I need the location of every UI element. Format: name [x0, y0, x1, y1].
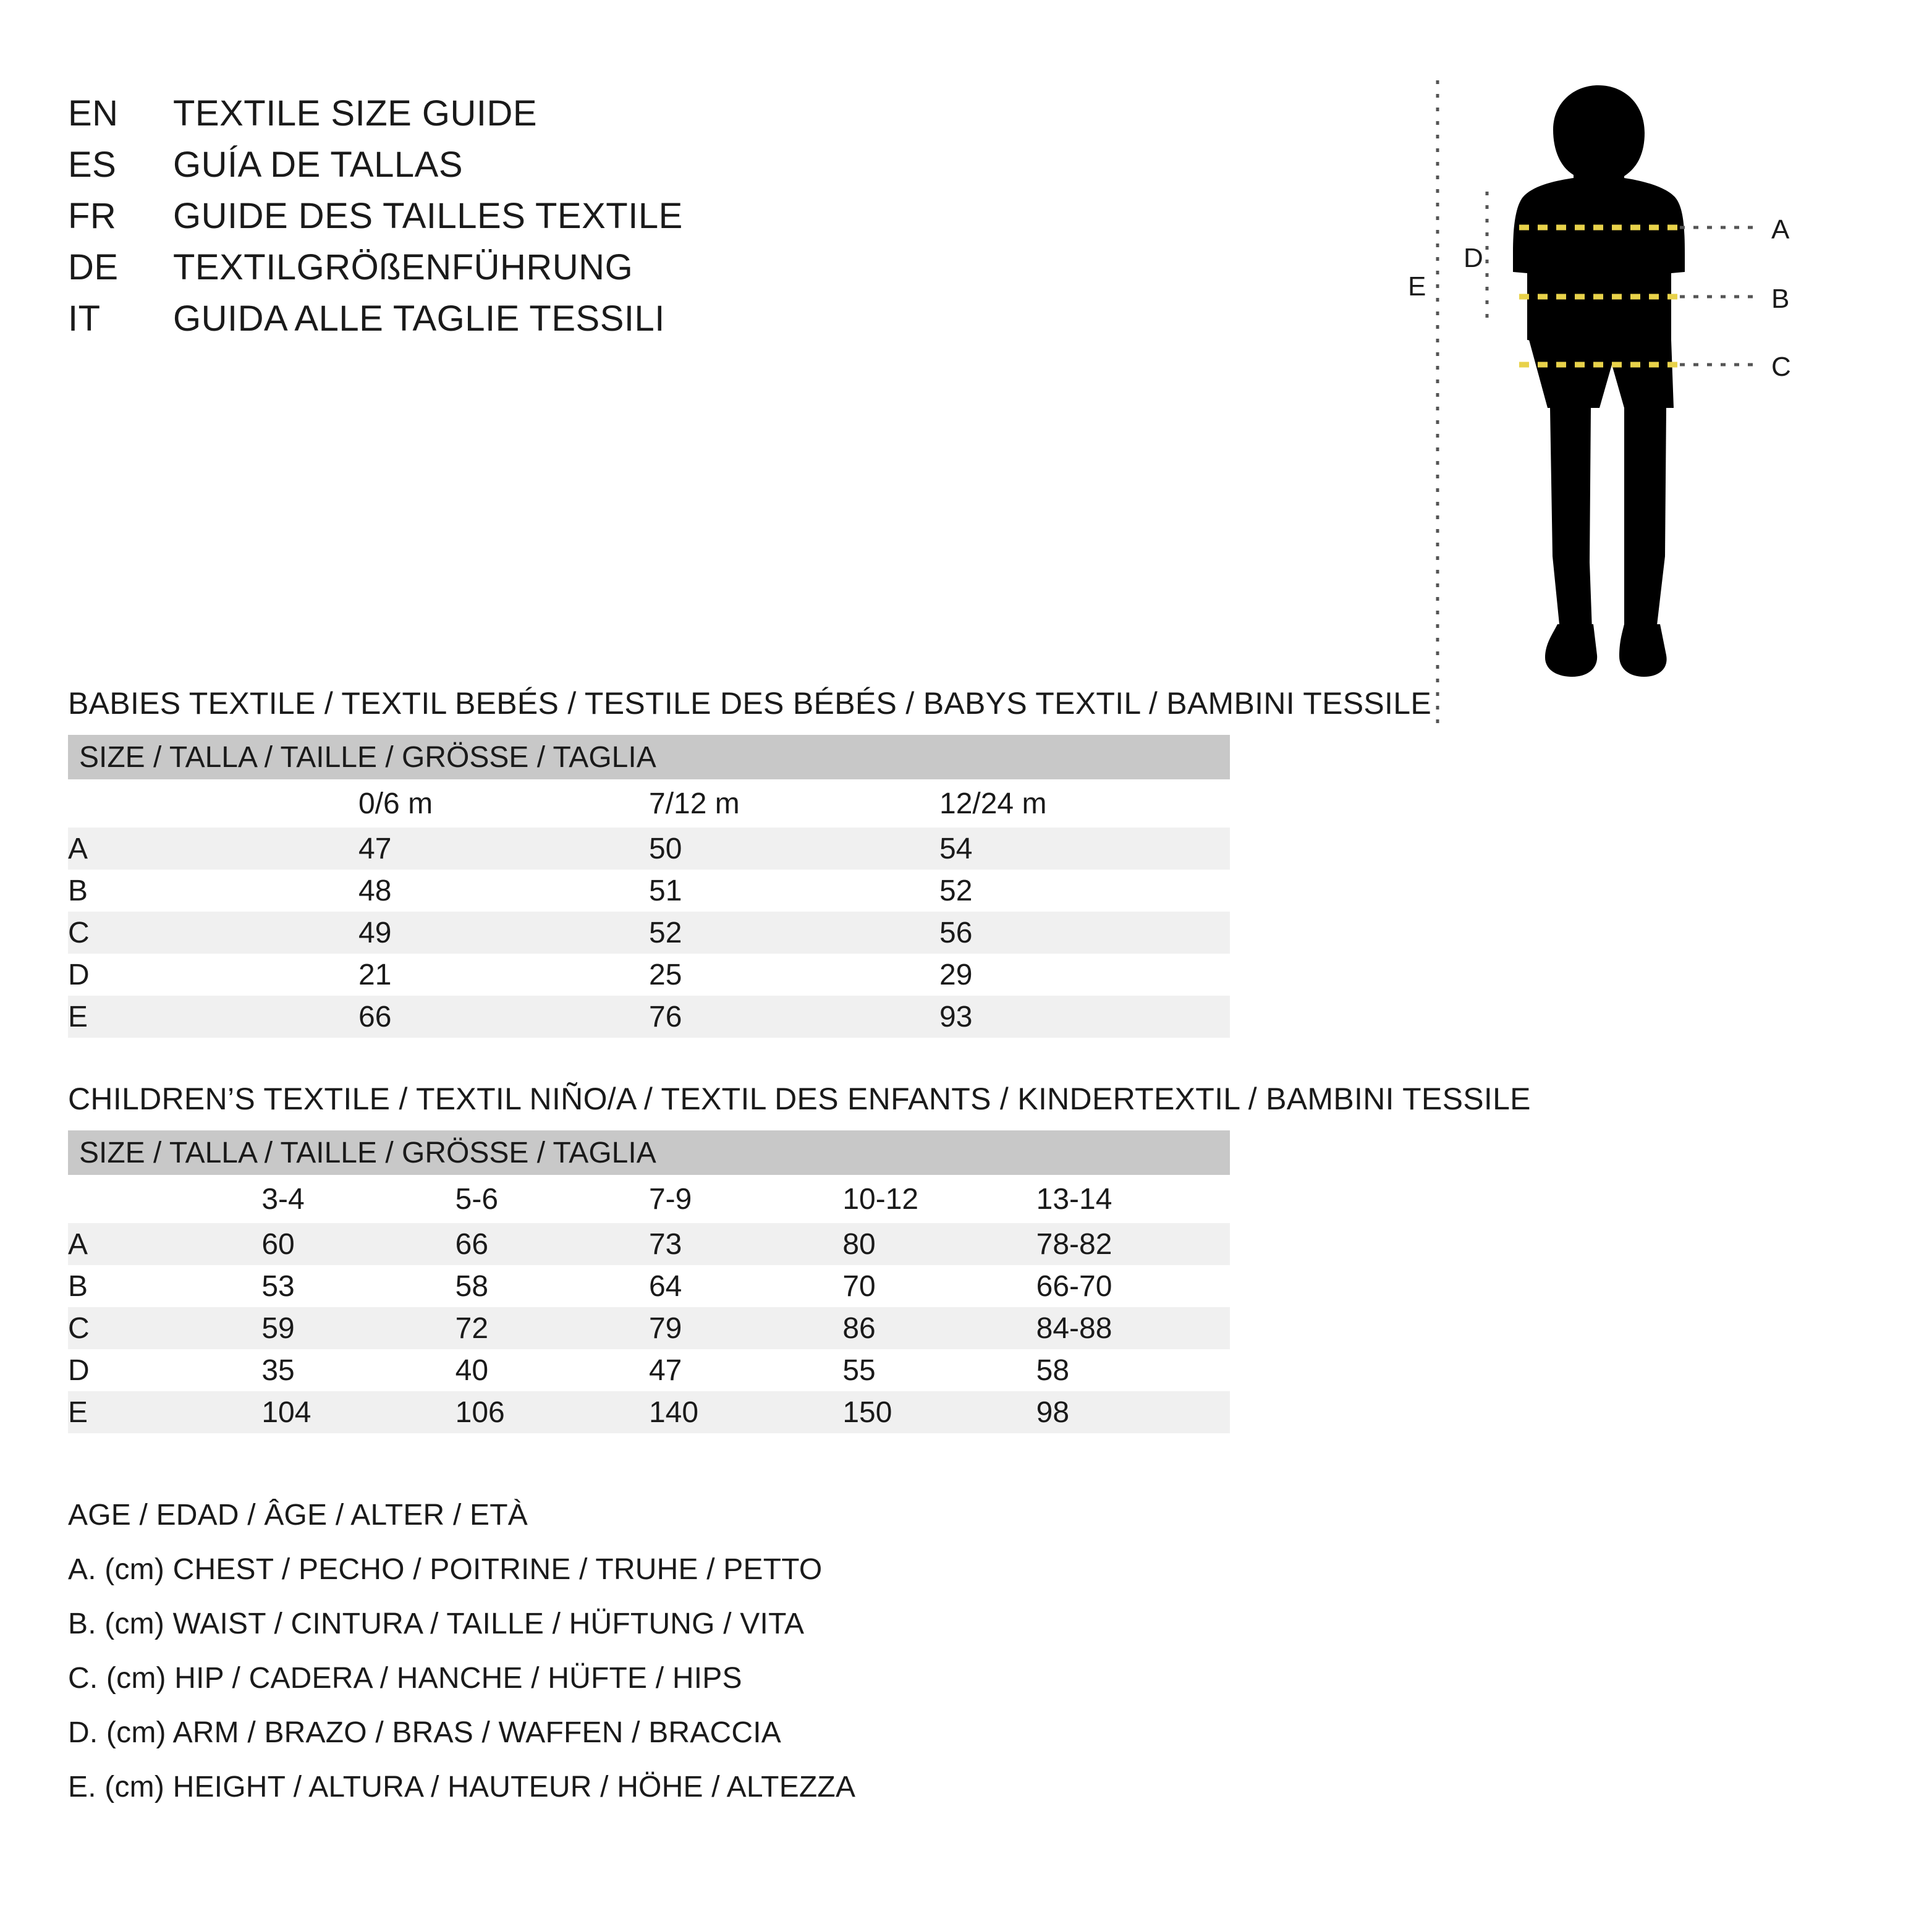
- language-code-de: DE: [68, 247, 119, 287]
- babies-row-label-d: D: [68, 954, 358, 996]
- babies-d-2: 29: [939, 954, 1230, 996]
- language-text-fr: GUIDE DES TAILLES TEXTILE: [173, 196, 683, 236]
- children-column-1: 5-6: [455, 1175, 649, 1223]
- babies-b-2: 52: [939, 870, 1230, 912]
- babies-column-0: 0/6 m: [358, 779, 649, 828]
- babies-b-1: 51: [649, 870, 939, 912]
- children-section: [68, 1081, 1858, 1433]
- children-e-0: 104: [261, 1391, 455, 1433]
- language-code-it: IT: [68, 299, 101, 339]
- table-row: [68, 954, 1230, 996]
- babies-column-header-row: [68, 779, 1230, 828]
- label-d: D: [1464, 243, 1483, 273]
- babies-table-header: SIZE / TALLA / TAILLE / GRÖSSE / TAGLIA: [68, 735, 1230, 779]
- children-d-1: 40: [455, 1349, 649, 1391]
- babies-row-label-b: B: [68, 870, 358, 912]
- children-a-2: 73: [649, 1223, 842, 1265]
- babies-c-2: 56: [939, 912, 1230, 954]
- table-row: [68, 828, 1230, 870]
- children-corner-cell: [68, 1175, 261, 1223]
- children-e-3: 150: [842, 1391, 1036, 1433]
- children-row-label-e: E: [68, 1391, 261, 1433]
- babies-e-2: 93: [939, 996, 1230, 1038]
- language-text-it: GUIDA ALLE TAGLIE TESSILI: [173, 299, 665, 339]
- babies-table: [68, 735, 1230, 1038]
- legend-item-d: D. (cm) ARM / BRAZO / BRAS / WAFFEN / BRACCIA: [68, 1716, 781, 1749]
- legend-item-c: C. (cm) HIP / CADERA / HANCHE / HÜFTE / HIPS: [68, 1662, 742, 1695]
- babies-column-1: 7/12 m: [649, 779, 939, 828]
- language-text-es: GUÍA DE TALLAS: [173, 145, 464, 185]
- children-column-4: 13-14: [1036, 1175, 1230, 1223]
- legend-item-e: E. (cm) HEIGHT / ALTURA / HAUTEUR / HÖHE / ALTEZZA: [68, 1771, 856, 1803]
- table-row: [68, 1223, 1230, 1265]
- children-c-3: 86: [842, 1307, 1036, 1349]
- babies-e-0: 66: [358, 996, 649, 1038]
- babies-row-label-c: C: [68, 912, 358, 954]
- label-e: E: [1408, 271, 1426, 302]
- children-d-2: 47: [649, 1349, 842, 1391]
- children-row-label-a: A: [68, 1223, 261, 1265]
- babies-a-1: 50: [649, 828, 939, 870]
- children-a-0: 60: [261, 1223, 455, 1265]
- children-d-3: 55: [842, 1349, 1036, 1391]
- children-e-2: 140: [649, 1391, 842, 1433]
- children-column-header-row: [68, 1175, 1230, 1223]
- table-row: [68, 996, 1230, 1038]
- children-c-4: 84-88: [1036, 1307, 1230, 1349]
- children-d-0: 35: [261, 1349, 455, 1391]
- legend-section: [68, 1498, 1858, 1804]
- babies-d-1: 25: [649, 954, 939, 996]
- children-column-3: 10-12: [842, 1175, 1036, 1223]
- babies-e-1: 76: [649, 996, 939, 1038]
- babies-row-label-a: A: [68, 828, 358, 870]
- legend-item-a: A. (cm) CHEST / PECHO / POITRINE / TRUHE / PETTO: [68, 1553, 823, 1586]
- language-code-en: EN: [68, 93, 119, 133]
- children-column-2: 7-9: [649, 1175, 842, 1223]
- children-c-1: 72: [455, 1307, 649, 1349]
- children-column-0: 3-4: [261, 1175, 455, 1223]
- children-b-3: 70: [842, 1265, 1036, 1307]
- babies-corner-cell: [68, 779, 358, 828]
- children-row-label-d: D: [68, 1349, 261, 1391]
- babies-c-1: 52: [649, 912, 939, 954]
- children-a-1: 66: [455, 1223, 649, 1265]
- children-row-label-b: B: [68, 1265, 261, 1307]
- table-row: [68, 912, 1230, 954]
- babies-c-0: 49: [358, 912, 649, 954]
- label-c: C: [1771, 352, 1791, 382]
- children-c-0: 59: [261, 1307, 455, 1349]
- table-row: [68, 870, 1230, 912]
- children-a-4: 78-82: [1036, 1223, 1230, 1265]
- table-row: [68, 1391, 1230, 1433]
- legend-title: AGE / EDAD / ÂGE / ALTER / ETÀ: [68, 1499, 528, 1532]
- language-text-en: TEXTILE SIZE GUIDE: [173, 93, 538, 133]
- child-silhouette: [1513, 85, 1685, 677]
- label-a: A: [1771, 214, 1790, 245]
- babies-a-2: 54: [939, 828, 1230, 870]
- children-row-label-c: C: [68, 1307, 261, 1349]
- children-d-4: 58: [1036, 1349, 1230, 1391]
- children-c-2: 79: [649, 1307, 842, 1349]
- babies-d-0: 21: [358, 954, 649, 996]
- children-b-0: 53: [261, 1265, 455, 1307]
- table-row: [68, 1349, 1230, 1391]
- children-b-4: 66-70: [1036, 1265, 1230, 1307]
- children-table-header: SIZE / TALLA / TAILLE / GRÖSSE / TAGLIA: [68, 1130, 1230, 1175]
- babies-row-label-e: E: [68, 996, 358, 1038]
- children-b-2: 64: [649, 1265, 842, 1307]
- babies-table-header-row: [68, 735, 1230, 779]
- table-row: [68, 1307, 1230, 1349]
- table-row: [68, 1265, 1230, 1307]
- children-table: [68, 1130, 1230, 1433]
- language-code-es: ES: [68, 145, 117, 185]
- language-text-de: TEXTILGRÖßENFÜHRUNG: [173, 247, 633, 287]
- children-e-4: 98: [1036, 1391, 1230, 1433]
- babies-b-0: 48: [358, 870, 649, 912]
- children-table-header-row: [68, 1130, 1230, 1175]
- label-b: B: [1771, 284, 1790, 314]
- babies-title: BABIES TEXTILE / TEXTIL BEBÉS / TESTILE DES BÉBÉS / BABYS TEXTIL / BAMBINI TESSILE: [68, 686, 1431, 721]
- children-b-1: 58: [455, 1265, 649, 1307]
- children-a-3: 80: [842, 1223, 1036, 1265]
- children-title: CHILDREN’S TEXTILE / TEXTIL NIÑO/A / TEXTIL DES ENFANTS / KINDERTEXTIL / BAMBINI TESSILE: [68, 1082, 1531, 1116]
- measurement-figure: [1394, 74, 1839, 742]
- babies-a-0: 47: [358, 828, 649, 870]
- language-code-fr: FR: [68, 196, 117, 236]
- babies-column-2: 12/24 m: [939, 779, 1230, 828]
- children-e-1: 106: [455, 1391, 649, 1433]
- legend-item-b: B. (cm) WAIST / CINTURA / TAILLE / HÜFTUNG / VITA: [68, 1608, 805, 1640]
